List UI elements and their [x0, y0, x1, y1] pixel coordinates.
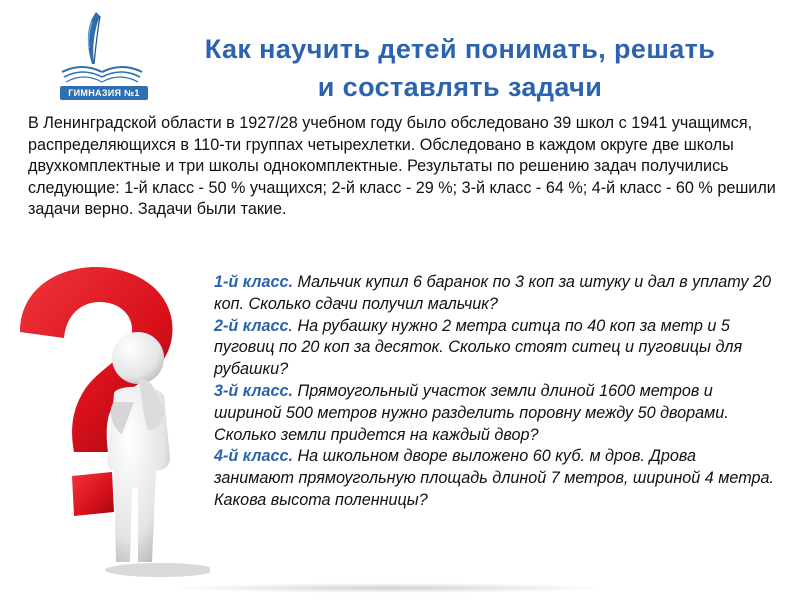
task-text: Прямоугольный участок земли длиной 1600 метров и шириной 500 метров нужно разделить поровну между 50 дворами. Сколько земли придется на каждый двор?	[214, 381, 729, 444]
slide-title-line-2: и составлять задачи	[317, 72, 603, 102]
slide-title-line-1: Как научить детей понимать, решать	[204, 34, 716, 64]
intro-paragraph: В Ленинградской области в 1927/28 учебном году было обследовано 39 школ с 1941 учащимся, распределяющихся в 110-ти группах четырехлетки. Обследовано в каждом округе две школы двухкомплектные и три школы однокомплектные. Результаты по решению задач получились следующие: 1-й класс - 50 % учащихся; 2-й класс - 29 %; 3-й класс - 64 %; 4-й класс - 60 % решили задачи верно. Задачи были такие.	[28, 114, 776, 218]
task-grade-label: 4-й класс.	[214, 447, 293, 466]
tasks-list	[214, 272, 774, 512]
task-grade-label: 1-й класс.	[214, 273, 293, 291]
task-grade-label: 3-й класс.	[214, 381, 293, 400]
task-grade-label: 2-й класс	[214, 316, 289, 335]
question-mark-figure-icon	[10, 262, 210, 582]
task-text: . На рубашку нужно 2 метра ситца по 40 коп за метр и 5 пуговиц по 20 коп за десяток. Сколько стоят ситец и пуговицы для рубашки?	[214, 316, 743, 379]
task-text: На школьном дворе выложено 60 куб. м дров. Дрова занимают прямоугольную площадь длиной 7 метров, шириной 4 метра. Какова высота поленницы?	[214, 447, 775, 509]
school-logo	[56, 8, 152, 108]
quill-book-emblem-icon	[56, 8, 152, 88]
school-logo-label: ГИМНАЗИЯ №1	[60, 86, 148, 100]
slide-bottom-shadow	[170, 583, 610, 593]
task-item	[214, 446, 774, 511]
task-text: Мальчик купил 6 баранок по 3 коп за штуку и дал в уплату 20 коп. Сколько сдачи получил мальчик?	[214, 273, 772, 313]
slide-title	[150, 30, 770, 106]
task-item	[214, 316, 774, 381]
task-item	[214, 272, 774, 316]
task-item	[214, 381, 774, 446]
